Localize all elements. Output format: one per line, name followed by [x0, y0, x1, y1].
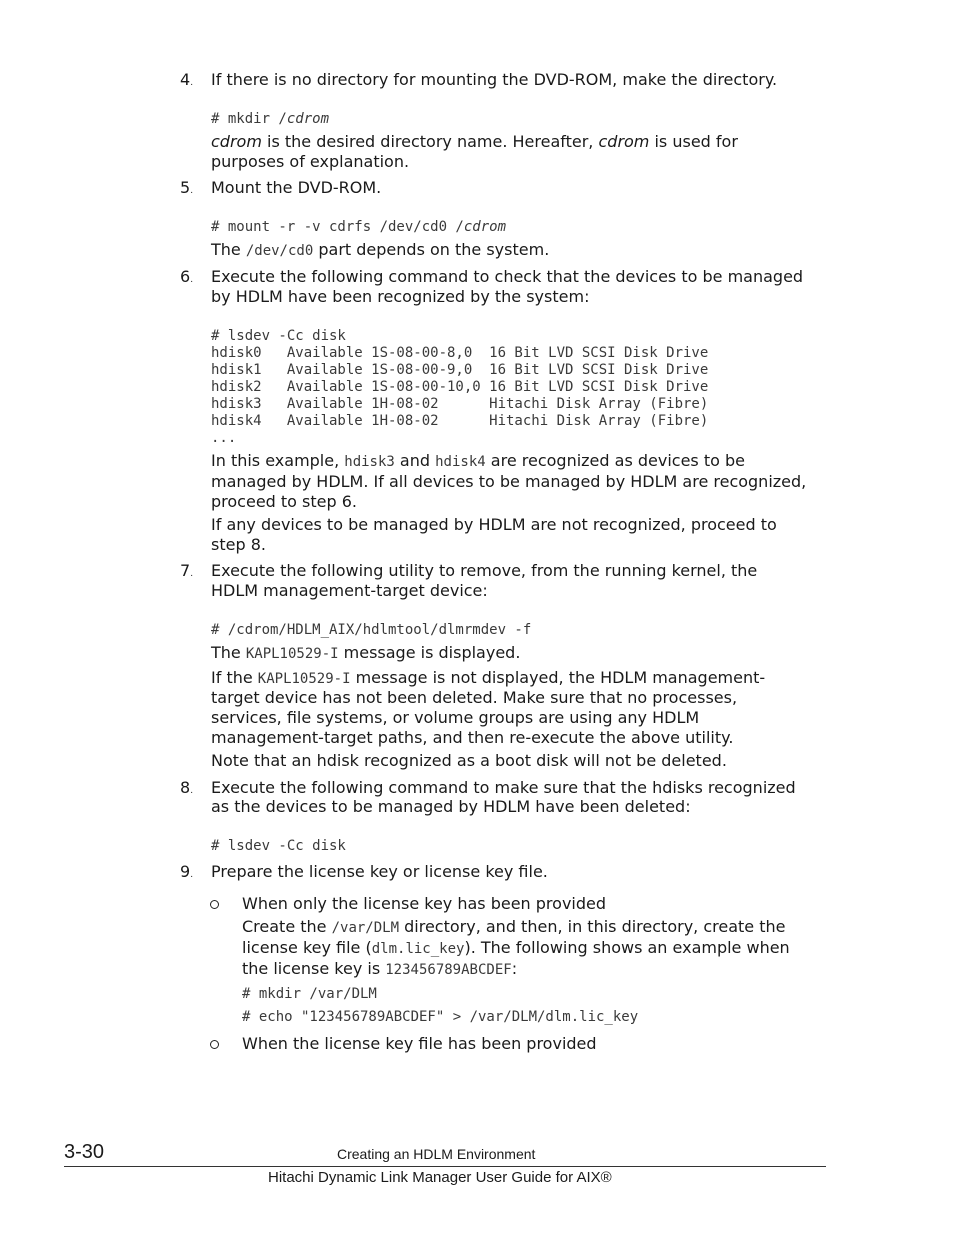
- step-text: as the devices to be managed by HDLM have been deleted:: [211, 797, 691, 816]
- bullet-icon: [210, 1040, 219, 1049]
- step-text: HDLM management-target device:: [211, 581, 488, 600]
- bullet-note: license key file (dlm.lic_key). The following shows an example when: [242, 938, 790, 957]
- step-note: The KAPL10529-I message is displayed.: [211, 643, 521, 662]
- step-note: If any devices to be managed by HDLM are not recognized, proceed to: [211, 515, 777, 534]
- step-text: by HDLM have been recognized by the system:: [211, 287, 590, 306]
- step-note: target device has not been deleted. Make sure that no processes,: [211, 688, 738, 707]
- step-number: 8.: [180, 778, 194, 797]
- command: # mkdir /cdrom: [211, 111, 330, 127]
- code-line: hdisk4 Available 1H-08-02 Hitachi Disk Array (Fibre): [211, 413, 709, 429]
- footer-divider: [64, 1166, 826, 1167]
- step-text: If there is no directory for mounting the DVD-ROM, make the directory.: [211, 70, 778, 89]
- step-note: managed by HDLM. If all devices to be managed by HDLM are recognized,: [211, 472, 807, 491]
- step-text: Prepare the license key or license key file.: [211, 862, 548, 881]
- code-line: hdisk1 Available 1S-08-00-9,0 16 Bit LVD SCSI Disk Drive: [211, 362, 709, 378]
- step-note: step 8.: [211, 535, 266, 554]
- step-text: Execute the following command to check that the devices to be managed: [211, 267, 804, 286]
- bullet-text: When only the license key has been provided: [242, 894, 607, 913]
- step-text: Execute the following command to make sure that the hdisks recognized: [211, 778, 796, 797]
- step-note: Note that an hdisk recognized as a boot disk will not be deleted.: [211, 751, 727, 770]
- step-number: 7.: [180, 561, 194, 580]
- bullet-icon: [210, 900, 219, 909]
- step-note: In this example, hdisk3 and hdisk4 are recognized as devices to be: [211, 451, 745, 470]
- bullet-text: When the license key file has been provided: [242, 1034, 597, 1053]
- step-number: 4.: [180, 70, 194, 89]
- step-text: Execute the following utility to remove, from the running kernel, the: [211, 561, 758, 580]
- command: # lsdev -Cc disk: [211, 838, 346, 854]
- step-number: 9.: [180, 862, 194, 881]
- code-line: hdisk0 Available 1S-08-00-8,0 16 Bit LVD SCSI Disk Drive: [211, 345, 709, 361]
- code-line: hdisk3 Available 1H-08-02 Hitachi Disk Array (Fibre): [211, 396, 709, 412]
- command: # mount -r -v cdrfs /dev/cd0 /cdrom: [211, 219, 507, 235]
- code-line: hdisk2 Available 1S-08-00-10,0 16 Bit LVD SCSI Disk Drive: [211, 379, 709, 395]
- command: # echo "123456789ABCDEF" > /var/DLM/dlm.lic_key: [242, 1009, 639, 1025]
- step-note: purposes of explanation.: [211, 152, 410, 171]
- step-number: 5.: [180, 178, 194, 197]
- section-title: Creating an HDLM Environment: [337, 1146, 536, 1162]
- bullet-note: the license key is 123456789ABCDEF:: [242, 959, 518, 978]
- step-note: If the KAPL10529-I message is not displayed, the HDLM management-: [211, 668, 766, 687]
- step-note: proceed to step 6.: [211, 492, 358, 511]
- bullet-note: Create the /var/DLM directory, and then, in this directory, create the: [242, 917, 786, 936]
- command: # /cdrom/HDLM_AIX/hdlmtool/dlmrmdev -f: [211, 622, 532, 638]
- command: # mkdir /var/DLM: [242, 986, 377, 1002]
- step-number: 6.: [180, 267, 194, 286]
- guide-title: Hitachi Dynamic Link Manager User Guide for AIX®: [268, 1169, 612, 1186]
- step-note: management-target paths, and then re-execute the above utility.: [211, 728, 734, 747]
- step-note: services, file systems, or volume groups are using any HDLM: [211, 708, 700, 727]
- code-line: # lsdev -Cc disk: [211, 328, 346, 344]
- step-text: Mount the DVD-ROM.: [211, 178, 382, 197]
- code-line: ...: [211, 430, 237, 446]
- page-number: 3-30: [64, 1141, 105, 1163]
- step-note: The /dev/cd0 part depends on the system.: [211, 240, 550, 259]
- step-note: cdrom is the desired directory name. Hereafter, cdrom is used for: [211, 132, 738, 151]
